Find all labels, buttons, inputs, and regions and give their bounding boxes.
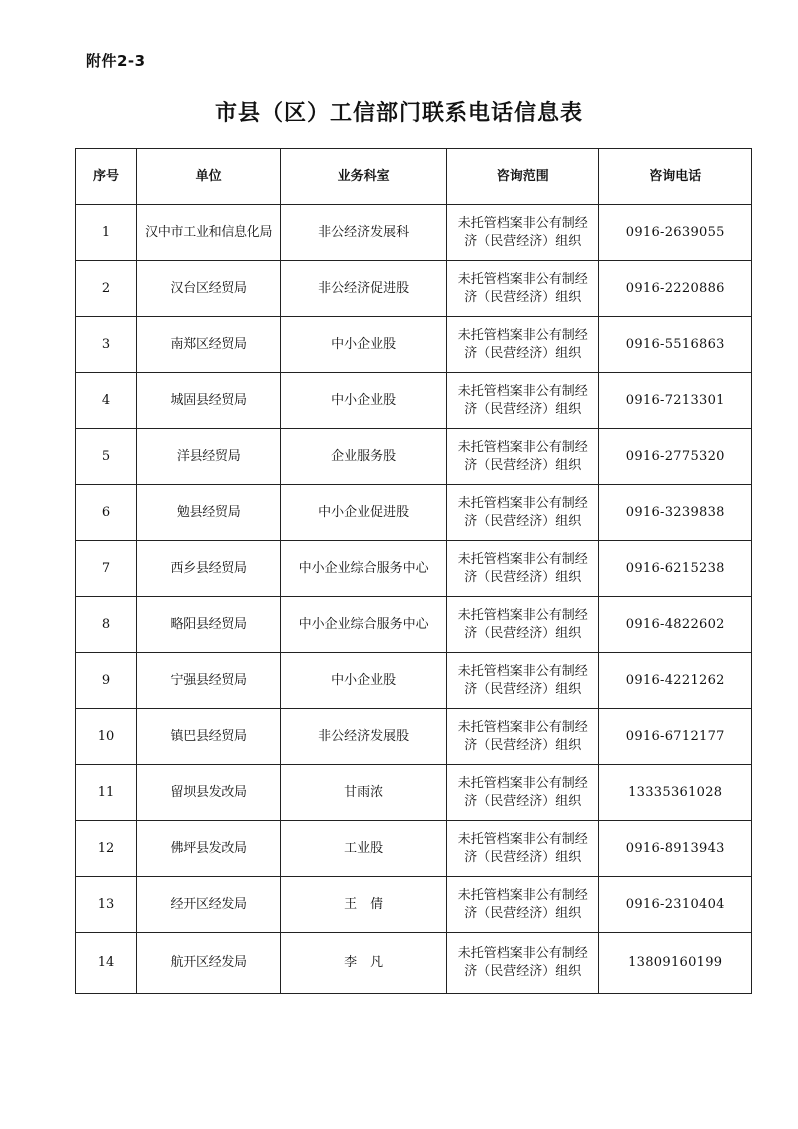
table-row: [76, 261, 752, 317]
scope-line-1: 未托管档案非公有制经: [457, 271, 588, 287]
scope-line-1: 未托管档案非公有制经: [457, 775, 588, 791]
scope-line-2: 济（民营经济）组织: [464, 401, 582, 417]
scope-line-2: 济（民营经济）组织: [464, 793, 582, 809]
scope-line-1: 未托管档案非公有制经: [457, 327, 588, 343]
header-phone: 咨询电话: [599, 149, 752, 205]
scope-line-1: 未托管档案非公有制经: [457, 439, 588, 455]
table-header: [76, 149, 752, 205]
table-row: [76, 821, 752, 877]
cell-scope: [447, 653, 599, 709]
table-row: [76, 541, 752, 597]
cell-phone: 0916-2775320: [599, 429, 752, 485]
cell-dept: 中小企业促进股: [281, 485, 447, 541]
cell-seq: 6: [76, 485, 137, 541]
cell-phone: 13335361028: [599, 765, 752, 821]
cell-phone: 0916-8913943: [599, 821, 752, 877]
cell-scope: [447, 485, 599, 541]
cell-dept: 甘雨浓: [281, 765, 447, 821]
cell-phone: 0916-2639055: [599, 205, 752, 261]
cell-seq: 12: [76, 821, 137, 877]
cell-seq: 5: [76, 429, 137, 485]
table-row: [76, 373, 752, 429]
cell-unit: 西乡县经贸局: [136, 541, 280, 597]
header-scope: 咨询范围: [447, 149, 599, 205]
scope-line-2: 济（民营经济）组织: [464, 737, 582, 753]
table-row: [76, 597, 752, 653]
cell-phone: 0916-6215238: [599, 541, 752, 597]
cell-seq: 4: [76, 373, 137, 429]
cell-unit: 留坝县发改局: [136, 765, 280, 821]
attachment-label: 附件2-3: [86, 52, 146, 70]
cell-seq: 1: [76, 205, 137, 261]
scope-line-1: 未托管档案非公有制经: [457, 607, 588, 623]
table-row: [76, 933, 752, 994]
cell-dept: 工业股: [281, 821, 447, 877]
scope-line-2: 济（民营经济）组织: [464, 569, 582, 585]
header-unit: 单位: [136, 149, 280, 205]
header-row: [76, 149, 752, 205]
scope-line-2: 济（民营经济）组织: [464, 457, 582, 473]
cell-scope: [447, 261, 599, 317]
cell-seq: 14: [76, 933, 137, 994]
scope-line-1: 未托管档案非公有制经: [457, 551, 588, 567]
scope-line-1: 未托管档案非公有制经: [457, 719, 588, 735]
scope-line-2: 济（民营经济）组织: [464, 513, 582, 529]
cell-dept: 中小企业综合服务中心: [281, 541, 447, 597]
table-row: [76, 429, 752, 485]
cell-unit: 镇巴县经贸局: [136, 709, 280, 765]
cell-dept: 非公经济发展科: [281, 205, 447, 261]
scope-line-1: 未托管档案非公有制经: [457, 946, 588, 961]
scope-line-1: 未托管档案非公有制经: [457, 215, 588, 231]
cell-phone: 0916-7213301: [599, 373, 752, 429]
page-title: 市县（区）工信部门联系电话信息表: [214, 100, 583, 126]
cell-phone: 0916-3239838: [599, 485, 752, 541]
cell-dept: 非公经济促进股: [281, 261, 447, 317]
header-seq: 序号: [76, 149, 137, 205]
table-row: [76, 765, 752, 821]
cell-unit: 佛坪县发改局: [136, 821, 280, 877]
cell-dept: 中小企业股: [281, 317, 447, 373]
cell-phone: 0916-2310404: [599, 877, 752, 933]
table-row: [76, 205, 752, 261]
table-row: [76, 485, 752, 541]
cell-scope: [447, 709, 599, 765]
table-row: [76, 653, 752, 709]
cell-unit: 略阳县经贸局: [136, 597, 280, 653]
cell-phone: 0916-2220886: [599, 261, 752, 317]
cell-scope: [447, 877, 599, 933]
header-dept: 业务科室: [281, 149, 447, 205]
cell-phone: 0916-5516863: [599, 317, 752, 373]
cell-scope: [447, 597, 599, 653]
cell-unit: 城固县经贸局: [136, 373, 280, 429]
cell-dept: 中小企业股: [281, 373, 447, 429]
contacts-table: [75, 148, 752, 994]
scope-line-1: 未托管档案非公有制经: [457, 495, 588, 511]
cell-seq: 3: [76, 317, 137, 373]
cell-dept: 王 倩: [281, 877, 447, 933]
scope-line-2: 济（民营经济）组织: [464, 233, 582, 249]
cell-phone: 13809160199: [599, 933, 752, 994]
cell-unit: 宁强县经贸局: [136, 653, 280, 709]
scope-line-1: 未托管档案非公有制经: [457, 831, 588, 847]
table-row: [76, 709, 752, 765]
table-body: [76, 205, 752, 994]
cell-dept: 非公经济发展股: [281, 709, 447, 765]
cell-scope: [447, 933, 599, 994]
cell-scope: [447, 317, 599, 373]
cell-scope: [447, 821, 599, 877]
cell-scope: [447, 765, 599, 821]
cell-unit: 勉县经贸局: [136, 485, 280, 541]
scope-line-2: 济（民营经济）组织: [464, 681, 582, 697]
cell-seq: 9: [76, 653, 137, 709]
scope-line-1: 未托管档案非公有制经: [457, 663, 588, 679]
cell-phone: 0916-4822602: [599, 597, 752, 653]
cell-unit: 汉中市工业和信息化局: [136, 205, 280, 261]
scope-line-2: 济（民营经济）组织: [464, 625, 582, 641]
table-row: [76, 877, 752, 933]
cell-dept: 李 凡: [281, 933, 447, 994]
cell-unit: 汉台区经贸局: [136, 261, 280, 317]
cell-unit: 洋县经贸局: [136, 429, 280, 485]
scope-line-2: 济（民营经济）组织: [464, 905, 582, 921]
cell-seq: 2: [76, 261, 137, 317]
scope-line-2: 济（民营经济）组织: [464, 345, 582, 361]
cell-scope: [447, 373, 599, 429]
cell-dept: 中小企业股: [281, 653, 447, 709]
cell-unit: 航开区经发局: [136, 933, 280, 994]
cell-phone: 0916-6712177: [599, 709, 752, 765]
cell-scope: [447, 205, 599, 261]
scope-line-1: 未托管档案非公有制经: [457, 383, 588, 399]
cell-seq: 7: [76, 541, 137, 597]
cell-unit: 经开区经发局: [136, 877, 280, 933]
table-row: [76, 317, 752, 373]
cell-seq: 13: [76, 877, 137, 933]
cell-scope: [447, 541, 599, 597]
scope-line-2: 济（民营经济）组织: [464, 289, 582, 305]
cell-seq: 10: [76, 709, 137, 765]
cell-dept: 中小企业综合服务中心: [281, 597, 447, 653]
scope-line-2: 济（民营经济）组织: [464, 849, 582, 865]
cell-unit: 南郑区经贸局: [136, 317, 280, 373]
cell-dept: 企业服务股: [281, 429, 447, 485]
scope-line-1: 未托管档案非公有制经: [457, 887, 588, 903]
cell-phone: 0916-4221262: [599, 653, 752, 709]
scope-line-2: 济（民营经济）组织: [464, 964, 582, 979]
cell-scope: [447, 429, 599, 485]
cell-seq: 11: [76, 765, 137, 821]
cell-seq: 8: [76, 597, 137, 653]
